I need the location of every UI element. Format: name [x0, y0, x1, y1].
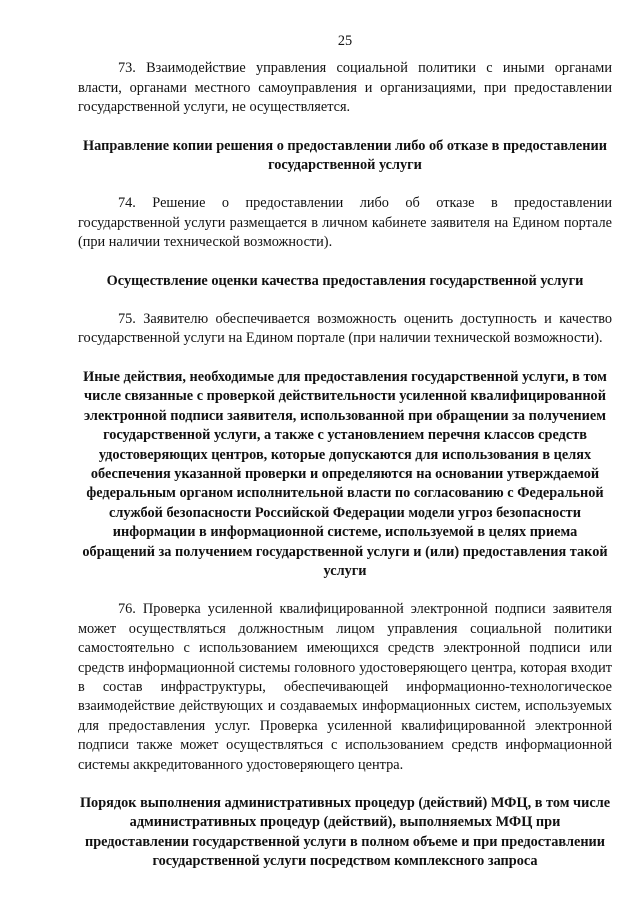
section-heading-mfc-procedures: Порядок выполнения административных процедур (действий) МФЦ, в том числе административных процедур (действий), выполняемых МФЦ при предоставлении государственной услуги в полном объеме и при предоставлении государственной услуги посредством комплексного запроса: [79, 795, 611, 870]
document-page: [78, 32, 612, 872]
paragraph-73: 73. Взаимодействие управления социальной политики с иными органами власти, органами местного самоуправления и организациями, при предоставлении государственной услуги, не осуществляется.: [78, 60, 612, 116]
paragraph-76: 76. Проверка усиленной квалифицированной электронной подписи заявителя может осуществляться должностным лицом управления социальной политики самостоятельно с использованием имеющихся средств электронной подписи или средств информационной системы головного удостоверяющего центра, которая входит в состав инфраструктуры, обеспечивающей информационно-технологическое взаимодействие действующих и создаваемых информационных систем, используемых для предоставления услуг. Проверка усиленной квалифицированной электронной подписи также может осуществляться с использованием средств информационной системы аккредитованного удостоверяющего центра.: [78, 601, 612, 773]
paragraph-75: 75. Заявителю обеспечивается возможность оценить доступность и качество государственной услуги на Едином портале (при наличии технической возможности).: [78, 311, 612, 347]
page-number: 25: [337, 33, 353, 49]
paragraph-74: 74. Решение о предоставлении либо об отказе в предоставлении государственной услуги размещается в личном кабинете заявителя на Едином портале (при наличии технической возможности).: [78, 195, 612, 251]
section-heading-other-actions: Иные действия, необходимые для предоставления государственной услуги, в том числе связанные с проверкой действительности усиленной квалифицированной электронной подписи заявителя, использованной при обращении за получением государственной услуги, а также с установлением перечня классов средств удостоверяющих центров, которые допускаются для использования в целях обеспечения указанной проверки и определяются на основании утверждаемой федеральным органом исполнительной власти по согласованию с Федеральной службой безопасности Российской Федерации модели угроз безопасности информации в информационной системе, используемой в целях приема обращений за получением государственной услуги и (или) предоставления такой услуги: [82, 368, 608, 579]
section-heading-quality-assessment: Осуществление оценки качества предоставления государственной услуги: [106, 272, 584, 289]
section-heading-copy-of-decision: Направление копии решения о предоставлении либо об отказе в предоставлении государственной услуги: [83, 137, 607, 174]
